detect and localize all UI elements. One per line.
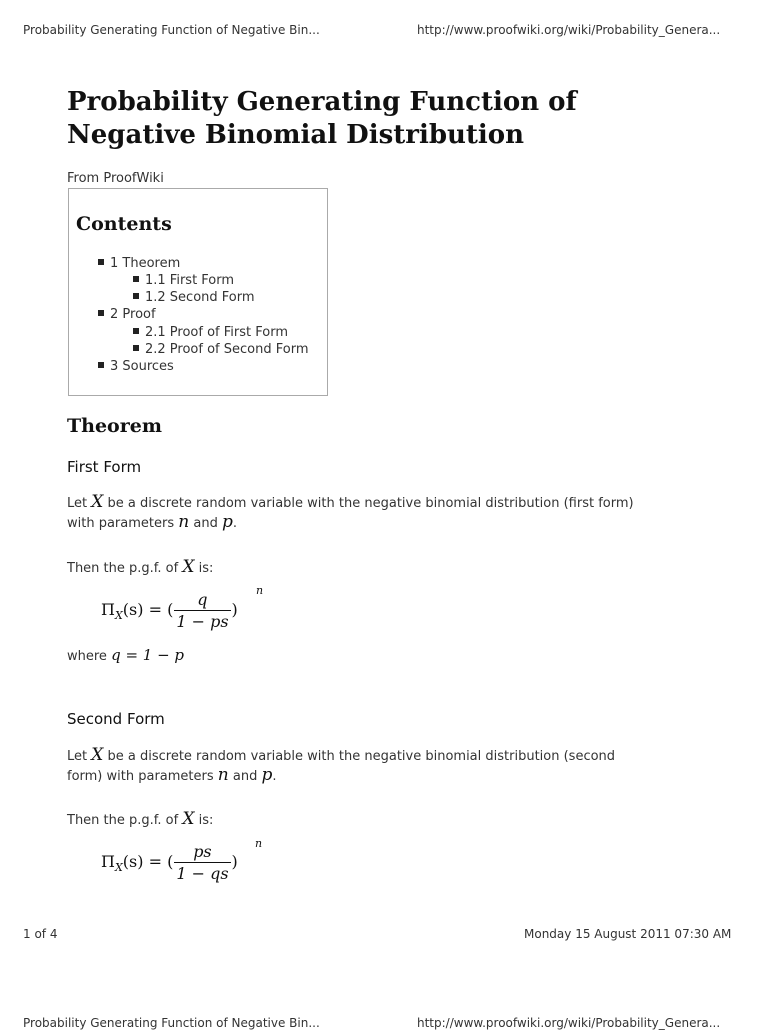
second-form-statement: Let X be a discrete random variable with the negative binomial distribution (second form) with parameters n and p. xyxy=(67,745,616,785)
bullet-icon xyxy=(98,310,104,316)
toc-item-theorem[interactable]: 1 Theorem xyxy=(98,256,180,271)
page-title-line1: Probability Generating Function of xyxy=(67,87,577,117)
math-var-n: n xyxy=(217,765,229,785)
first-form-heading: First Form xyxy=(67,458,142,476)
print-header-title: Probability Generating Function of Negative Bin... xyxy=(23,23,320,37)
bullet-icon xyxy=(98,362,104,368)
math-expression: q = 1 − p xyxy=(111,646,185,664)
bullet-icon xyxy=(133,276,139,282)
page-title xyxy=(67,86,707,152)
table-of-contents xyxy=(68,188,328,396)
toc-item-first-form[interactable]: 1.1 First Form xyxy=(133,273,234,288)
print-datetime: Monday 15 August 2011 07:30 AM xyxy=(524,927,732,941)
toc-title: Contents xyxy=(76,213,172,235)
second-form-exponent: n xyxy=(255,837,263,850)
toc-item-proof-second-form[interactable]: 2.2 Proof of Second Form xyxy=(133,342,308,357)
first-form-statement: Let X be a discrete random variable with the negative binomial distribution (first form) with parameters n and p. xyxy=(67,492,634,532)
next-page-header-url[interactable]: http://www.proofwiki.org/wiki/Probability_Genera... xyxy=(417,1016,721,1030)
from-proofwiki: From ProofWiki xyxy=(67,171,164,186)
next-page-header-title: Probability Generating Function of Negative Bin... xyxy=(23,1016,320,1030)
theorem-heading: Theorem xyxy=(67,415,162,437)
toc-item-proof[interactable]: 2 Proof xyxy=(98,307,156,322)
second-form-formula: $\Pi_X(s)$ = ( $\frac{ps}{1 - qs}$ ) xyxy=(101,842,238,883)
math-var-x: X xyxy=(91,492,104,512)
first-form-where: where q = 1 − p xyxy=(67,646,185,664)
bullet-icon xyxy=(133,328,139,334)
math-var-p: p xyxy=(261,765,273,785)
math-var-p: p xyxy=(221,512,233,532)
fraction: $\frac{ps}{1 - qs}$ xyxy=(176,842,229,883)
print-header-url[interactable]: http://www.proofwiki.org/wiki/Probability_Genera... xyxy=(417,23,721,37)
toc-item-sources[interactable]: 3 Sources xyxy=(98,359,174,374)
toc-item-proof-first-form[interactable]: 2.1 Proof of First Form xyxy=(133,325,288,340)
toc-item-second-form[interactable]: 1.2 Second Form xyxy=(133,290,255,305)
second-form-heading: Second Form xyxy=(67,710,165,728)
bullet-icon xyxy=(133,293,139,299)
math-var-x: X xyxy=(182,809,195,829)
math-var-x: X xyxy=(182,557,195,577)
bullet-icon xyxy=(133,345,139,351)
second-form-then: Then the p.g.f. of X is: xyxy=(67,809,214,829)
first-form-formula: $\Pi_X(s)$ = ( $\frac{q}{1 - ps}$ ) xyxy=(101,590,238,631)
page-title-line2: Negative Binomial Distribution xyxy=(67,120,525,150)
bullet-icon xyxy=(98,259,104,265)
math-var-x: X xyxy=(91,745,104,765)
page-count: 1 of 4 xyxy=(23,927,58,941)
fraction: $\frac{q}{1 - ps}$ xyxy=(176,590,229,631)
first-form-exponent: n xyxy=(256,584,264,597)
math-var-n: n xyxy=(178,512,190,532)
first-form-then: Then the p.g.f. of X is: xyxy=(67,557,214,577)
